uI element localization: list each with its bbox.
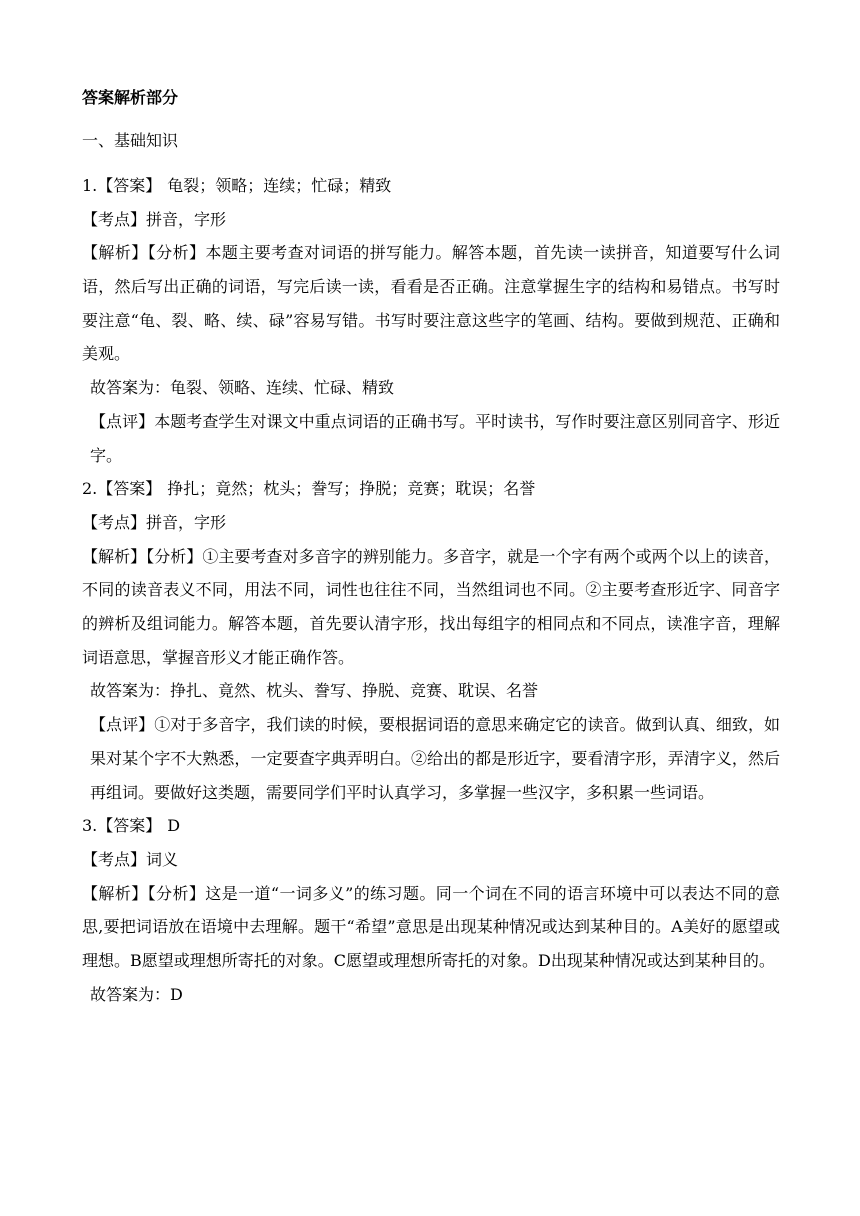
answer-label: 1.【答案】 <box>82 176 162 195</box>
question-1 <box>82 169 780 472</box>
conclusion-line: 故答案为：挣扎、竟然、枕头、誊写、挣脱、竞赛、耽误、名誉 <box>90 681 539 701</box>
point-line: 【考点】词义 <box>82 849 179 869</box>
question-2 <box>82 472 780 809</box>
conclusion-line: 故答案为：龟裂、领略、连续、忙碌、精致 <box>90 378 395 398</box>
section-heading: 一、基础知识 <box>82 131 179 150</box>
point-line: 【考点】拼音，字形 <box>82 512 227 532</box>
doc-title: 答案解析部分 <box>82 88 179 107</box>
analysis-paragraph: 【解析】【分析】①主要考查对多音字的辨别能力。多音字，就是一个字有两个或两个以上的读音，不同的读音表义不同，用法不同，词性也往往不同，当然组词也不同。②主要考查形近字、同音字的辨析及组词能力。解答本题，首先要认清字形，找出每组字的相同点和不同点，读准字音，理解词语意思，掌握音形义才能正确作答。 <box>82 546 780 667</box>
analysis-paragraph: 【解析】【分析】这是一道“一词多义”的练习题。同一个词在不同的语言环境中可以表达不同的意思,要把词语放在语境中去理解。题干“希望”意思是出现某种情况或达到某种目的。A美好的愿望或理想。B愿望或理想所寄托的对象。C愿望或理想所寄托的对象。D出现某种情况或达到某种目的。 <box>82 883 780 971</box>
comment-paragraph: 【点评】①对于多音字，我们读的时候，要根据词语的意思来确定它的读音。做到认真、细致，如果对某个字不大熟悉，一定要查字典弄明白。②给出的都是形近字，要看清字形，弄清字义，然后再组词。要做好这类题，需要同学们平时认真学习，多掌握一些汉字，多积累一些词语。 <box>90 715 780 802</box>
answer-label: 2.【答案】 <box>82 479 162 499</box>
answer-line <box>82 472 780 506</box>
answer-value: 龟裂；领略；连续；忙碌；精致 <box>167 176 392 195</box>
conclusion-line: 故答案为：D <box>90 984 183 1004</box>
answer-line <box>82 809 780 843</box>
answer-label: 3.【答案】 <box>82 816 162 836</box>
analysis-paragraph: 【解析】【分析】本题主要考查对词语的拼写能力。解答本题，首先读一读拼音，知道要写什么词语，然后写出正确的词语，写完后读一读，看看是否正确。注意掌握生字的结构和易错点。书写时要注意“龟、裂、略、续、碌”容易写错。书写时要注意这些字的笔画、结构。要做到规范、正确和美观。 <box>82 243 780 364</box>
answer-value: 挣扎；竟然；枕头；誊写；挣脱；竞赛；耽误；名誉 <box>167 479 536 499</box>
question-3 <box>82 809 780 1011</box>
answer-line <box>82 169 780 203</box>
point-line: 【考点】拼音，字形 <box>82 209 227 229</box>
answer-analysis-page <box>82 88 780 1011</box>
answer-value: D <box>167 816 181 836</box>
comment-paragraph: 【点评】本题考查学生对课文中重点词语的正确书写。平时读书，写作时要注意区别同音字、形近字。 <box>90 411 780 465</box>
